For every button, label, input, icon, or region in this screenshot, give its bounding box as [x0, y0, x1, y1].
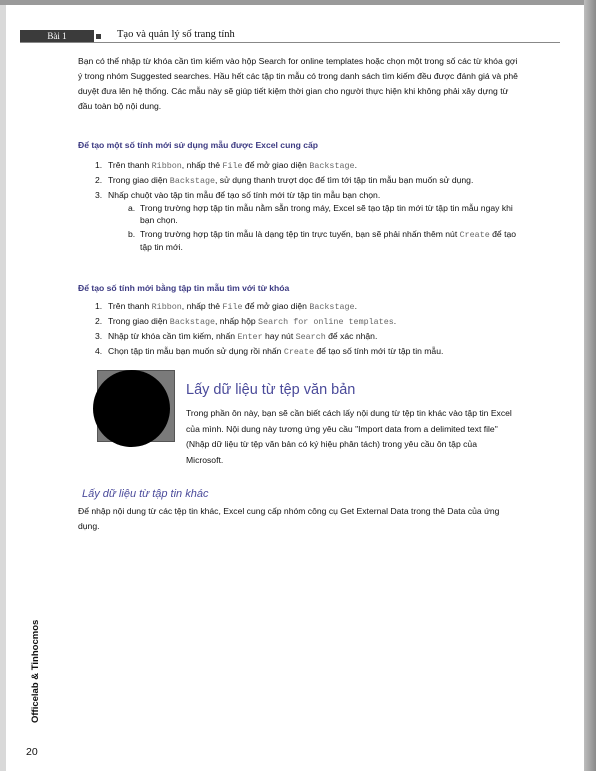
step-text: để tạo số tính mới từ tập tin mẫu.	[314, 346, 444, 356]
step-text: Trong giao diện	[108, 175, 170, 185]
lesson-label: Bài 1	[20, 30, 94, 42]
code-term: File	[222, 302, 243, 312]
step-text: .	[354, 301, 357, 311]
step-text: để mở giao diện	[242, 160, 310, 170]
page-right-edge	[584, 0, 596, 771]
list-item	[78, 300, 518, 313]
redacted-circle-icon	[93, 370, 170, 447]
substep-text: Trong trường hợp tập tin mẫu là dạng tệp tin trực tuyến, bạn sẽ phải nhấn thêm nút	[140, 229, 460, 239]
code-term: Backstage	[169, 176, 216, 186]
code-term: Search	[295, 332, 326, 342]
step-number: 1.	[95, 160, 103, 170]
substep-text: Trong trường hợp tập tin mẫu nằm sẵn trong máy, Excel sẽ tạo tập tin mới từ tập tin mẫu ngay khi bạn chọn.	[140, 203, 513, 225]
section3-body: Trong phần ôn này, bạn sẽ cần biết cách lấy nội dung từ tệp tin khác vào tập tin Excel của mình. Nội dung này tương ứng yêu cầu "Import data from a delimited text file" (Nhập dữ liệu từ tệp văn bản có ký hiệu phân tách) trong yêu cầu ôn tập của Microsoft.	[186, 408, 512, 465]
chapter-title: Tạo và quản lý số trang tính	[117, 29, 235, 40]
step-text: , sử dụng thanh trượt dọc để tìm tới tập tin mẫu bạn muốn sử dụng.	[215, 175, 474, 185]
side-brand-text: Officelab & Tinhocmos	[30, 619, 41, 723]
code-term: Ribbon	[151, 161, 182, 171]
step-text: , nhấp thẻ	[181, 160, 223, 170]
intro-text: Bạn có thể nhập từ khóa cần tìm kiếm vào hộp Search for online templates hoặc chọn một trong số các từ khóa gợi ý trong nhóm Suggested searches. Hầu hết các tập tin mẫu có trong danh sách tìm kiếm đều được đánh giá và phê duyệt đưa lên hệ thống. Các mẫu này sẽ giúp tiết kiệm thời gian cho người thực hiện khi không phải xây dựng từ đầu toàn bộ nội dung.	[78, 56, 518, 111]
step-number: 2.	[95, 175, 103, 185]
step-text: Nhấp chuột vào tập tin mẫu để tạo số tính mới từ tập tin mẫu bạn chọn.	[108, 190, 381, 200]
list-item	[108, 228, 518, 253]
code-term: Ribbon	[151, 302, 182, 312]
step-number: 3.	[95, 190, 103, 200]
step-text: Nhập từ khóa cần tìm kiếm, nhấn	[108, 331, 238, 341]
code-term: Backstage	[309, 161, 355, 171]
list-item	[78, 345, 518, 358]
header-rule	[20, 42, 560, 43]
step-text: , nhấp thẻ	[181, 301, 223, 311]
substep-letter: b.	[128, 229, 136, 239]
step-text: Trên thanh	[108, 160, 152, 170]
section3-title: Lấy dữ liệu từ tệp văn bản	[186, 382, 356, 398]
list-item	[78, 159, 518, 172]
code-term: File	[222, 161, 243, 171]
substep-letter: a.	[128, 203, 136, 213]
intro-paragraph	[78, 54, 518, 114]
step-number: 4.	[95, 346, 103, 356]
section2-steps	[78, 300, 518, 360]
step-text: để xác nhận.	[325, 331, 378, 341]
code-term: Backstage	[169, 317, 216, 327]
step-text: Trong giao diện	[108, 316, 170, 326]
step-text: để mở giao diện	[242, 301, 310, 311]
section1-heading: Để tạo một số tính mới sử dụng mẫu được Excel cung cấp	[78, 140, 319, 150]
section4-body: Để nhập nội dung từ các tệp tin khác, Excel cung cấp nhóm công cụ Get External Data trong thẻ Data của ứng dụng.	[78, 506, 500, 531]
list-item	[78, 330, 518, 343]
code-term: Create	[283, 347, 314, 357]
section2-heading: Để tạo số tính mới bằng tập tin mẫu tìm với từ khóa	[78, 283, 290, 293]
step-text: .	[354, 160, 357, 170]
section1-steps	[78, 159, 518, 255]
step-text: hay nút	[262, 331, 296, 341]
substep-text: để tạo tập tin mới.	[140, 229, 517, 252]
step-text: , nhấp hộp	[215, 316, 259, 326]
list-item	[108, 202, 518, 226]
document-page	[6, 5, 584, 771]
step-text: Trên thanh	[108, 301, 152, 311]
step-text: .	[393, 316, 397, 326]
code-term: Backstage	[309, 302, 355, 312]
list-item	[78, 189, 518, 253]
step-text: Chọn tập tin mẫu bạn muốn sử dụng rồi nhấn	[108, 346, 284, 356]
substeps	[108, 202, 518, 253]
list-item	[78, 174, 518, 187]
section4-title: Lấy dữ liệu từ tập tin khác	[82, 488, 209, 500]
page-number: 20	[26, 746, 38, 758]
step-number: 1.	[95, 301, 103, 311]
code-term: Enter	[237, 332, 263, 342]
code-term: Create	[459, 230, 490, 240]
step-number: 3.	[95, 331, 103, 341]
header-separator	[96, 34, 101, 39]
step-number: 2.	[95, 316, 103, 326]
list-item	[78, 315, 518, 328]
code-term: Search for online templates	[258, 317, 394, 327]
